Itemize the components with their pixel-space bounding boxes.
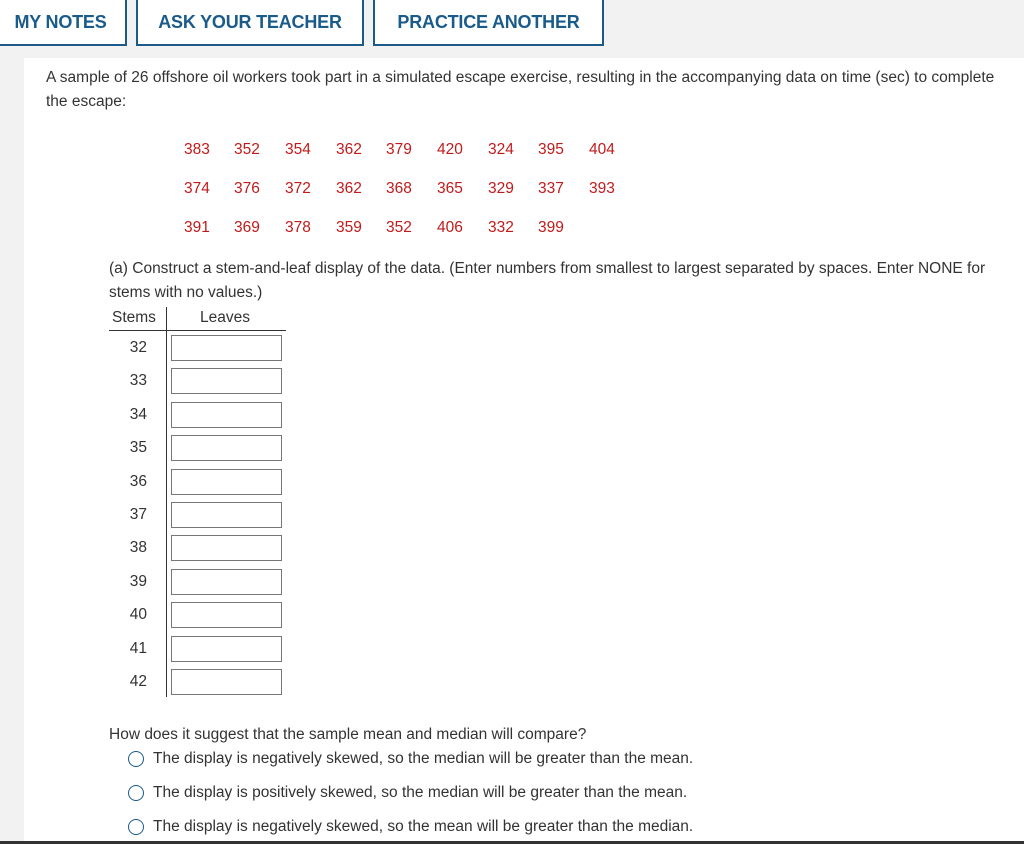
data-value: 374 [184,180,210,197]
data-value: 362 [336,180,362,197]
leaves-input-38[interactable] [171,535,282,561]
stem-label: 33 [129,372,147,389]
data-value: 379 [386,141,412,158]
data-value: 399 [538,219,564,236]
leaves-input-39[interactable] [171,569,282,595]
leaves-input-41[interactable] [171,636,282,662]
part-a-instructions: (a) Construct a stem-and-leaf display of the data. (Enter numbers from smallest to largest separated by spaces. Enter NONE for stems with no values.) [109,260,986,301]
leaves-header: Leaves [200,309,250,326]
option-label: The display is positively skewed, so the median will be greater than the mean. [153,784,688,801]
leaves-input-36[interactable] [171,469,282,495]
stem-label: 41 [129,640,147,657]
data-value: 393 [589,180,615,197]
data-value: 332 [488,219,514,236]
data-value: 362 [336,141,362,158]
leaves-input-40[interactable] [171,602,282,628]
data-value: 359 [336,219,362,236]
my-notes-button[interactable]: MY NOTES [0,0,127,46]
leaves-input-33[interactable] [171,368,282,394]
stem-label: 32 [129,339,147,356]
data-value: 365 [437,180,463,197]
option-negative-mean-greater[interactable] [128,818,693,836]
data-value: 369 [234,219,260,236]
radio-button[interactable] [128,785,144,801]
table-header-divider [109,330,286,331]
data-value: 352 [386,219,412,236]
data-value: 352 [234,141,260,158]
leaves-input-35[interactable] [171,435,282,461]
left-margin-bar [0,58,24,844]
data-value: 391 [184,219,210,236]
data-value: 378 [285,219,311,236]
leaves-input-34[interactable] [171,402,282,428]
stem-label: 39 [129,573,147,590]
stem-label: 36 [129,473,147,490]
stem-label: 34 [129,406,147,423]
option-label: The display is negatively skewed, so the median will be greater than the mean. [153,750,694,767]
comparison-question: How does it suggest that the sample mean and median will compare? [109,726,587,743]
leaves-input-42[interactable] [171,669,282,695]
data-value: 406 [437,219,463,236]
practice-another-button[interactable]: PRACTICE ANOTHER [373,0,604,46]
data-value: 329 [488,180,514,197]
data-value: 404 [589,141,615,158]
data-value: 324 [488,141,514,158]
stem-label: 37 [129,506,147,523]
data-value: 372 [285,180,311,197]
stem-label: 35 [129,439,147,456]
data-value: 420 [437,141,463,158]
leaves-input-32[interactable] [171,335,282,361]
option-label: The display is negatively skewed, so the mean will be greater than the median. [153,818,694,835]
option-negative-median-greater[interactable] [128,750,693,768]
stem-label: 40 [129,606,147,623]
stem-label: 38 [129,539,147,556]
radio-button[interactable] [128,819,144,835]
data-value: 383 [184,141,210,158]
radio-button[interactable] [128,751,144,767]
toolbar [0,0,1024,58]
problem-intro: A sample of 26 offshore oil workers took part in a simulated escape exercise, resulting in the accompanying data on time (sec) to complete the escape: [46,69,995,110]
data-value: 376 [234,180,260,197]
stems-header: Stems [112,309,156,326]
stem-label: 42 [129,673,147,690]
data-value: 337 [538,180,564,197]
leaves-input-37[interactable] [171,502,282,528]
stem-leaf-divider [166,307,167,697]
data-value: 354 [285,141,311,158]
data-value: 368 [386,180,412,197]
data-value: 395 [538,141,564,158]
option-positive-median-greater[interactable] [128,784,687,802]
ask-your-teacher-button[interactable]: ASK YOUR TEACHER [136,0,364,46]
